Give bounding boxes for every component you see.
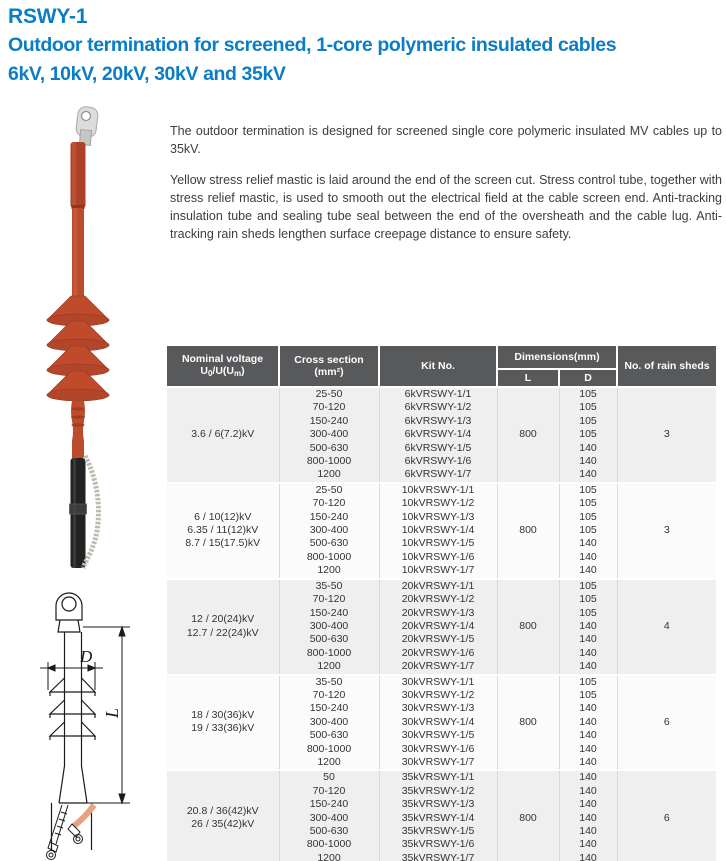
description-paragraph-2: Yellow stress relief mastic is laid around the end of the screen cut. Stress control tube, together with stress relief mastic, is used to smooth out the electrical field at the cable screen end. Anti-tracking insulation tube and sealing tube seal between the end of the oversheath and the cable lug. Anti-tracking rain sheds lengthen surface creepage distance to ensure safety.	[170, 173, 722, 241]
page-subtitle: 6kV, 10kV, 20kV, 30kV and 35kV	[8, 63, 286, 85]
cell-dim-d: 140	[559, 620, 617, 633]
cell-kit-no: 6kVRSWY-1/2	[379, 401, 497, 414]
rain-sheds	[47, 296, 109, 401]
page-title: Outdoor termination for screened, 1-core polymeric insulated cables	[8, 34, 617, 56]
description-paragraph-1: The outdoor termination is designed for screened single core polymeric insulated MV cables up to 35kV.	[170, 124, 722, 156]
drawing-rain-sheds	[50, 678, 95, 740]
cell-nominal-voltage	[167, 579, 279, 675]
cell-kit-no: 10kVRSWY-1/4	[379, 524, 497, 537]
cell-kit-no: 35kVRSWY-1/4	[379, 812, 497, 825]
cell-dim-l: 800	[497, 770, 559, 861]
cell-kit-no: 30kVRSWY-1/3	[379, 702, 497, 715]
cell-kit-no: 30kVRSWY-1/4	[379, 716, 497, 729]
cable-lug	[75, 106, 99, 145]
voltage-line: 18 / 30(36)kV	[191, 709, 255, 722]
cell-dim-l: 800	[497, 675, 559, 771]
dimension-d	[40, 647, 103, 690]
voltage-line: 20.8 / 36(42)kV	[186, 804, 259, 817]
drawing-earth-leads	[47, 805, 95, 860]
voltage-group	[167, 387, 716, 483]
cell-cross-section: 50	[279, 770, 379, 784]
cell-cross-section: 500-630	[279, 825, 379, 838]
cell-kit-no: 20kVRSWY-1/5	[379, 633, 497, 646]
cell-dim-d: 105	[559, 593, 617, 606]
cell-rain-sheds: 6	[617, 770, 716, 861]
cell-cross-section: 70-120	[279, 593, 379, 606]
cell-dim-d: 105	[559, 579, 617, 593]
cell-cross-section: 150-240	[279, 415, 379, 428]
cell-kit-no: 20kVRSWY-1/7	[379, 660, 497, 674]
header-voltage-close: )	[241, 364, 245, 377]
header-cross-section: Cross section (mm²)	[279, 345, 379, 387]
cell-cross-section: 1200	[279, 660, 379, 674]
drawing-lug	[56, 593, 82, 632]
cell-nominal-voltage	[167, 770, 279, 861]
cell-kit-no: 10kVRSWY-1/3	[379, 511, 497, 524]
cell-dim-d: 105	[559, 415, 617, 428]
cell-cross-section: 500-630	[279, 729, 379, 742]
cell-cross-section: 35-50	[279, 579, 379, 593]
voltage-line: 6 / 10(12)kV	[194, 510, 252, 523]
cell-cross-section: 300-400	[279, 524, 379, 537]
header-voltage-line1: Nominal voltage	[181, 352, 264, 365]
cell-dim-d: 140	[559, 660, 617, 674]
cell-cross-section: 150-240	[279, 702, 379, 715]
voltage-line: 19 / 33(36)kV	[191, 722, 255, 735]
cell-kit-no: 35kVRSWY-1/7	[379, 852, 497, 861]
cell-rain-sheds: 3	[617, 483, 716, 579]
cell-dim-l: 800	[497, 387, 559, 483]
cell-kit-no: 6kVRSWY-1/7	[379, 468, 497, 482]
cell-dim-l: 800	[497, 483, 559, 579]
cell-dim-d: 140	[559, 812, 617, 825]
table-row	[167, 675, 716, 689]
spec-table	[167, 344, 716, 861]
cell-dim-d: 105	[559, 689, 617, 702]
cell-rain-sheds: 4	[617, 579, 716, 675]
cell-dim-d: 140	[559, 770, 617, 784]
cell-dim-d: 140	[559, 852, 617, 861]
cell-cross-section: 500-630	[279, 633, 379, 646]
cell-cross-section: 500-630	[279, 537, 379, 550]
voltage-group	[167, 770, 716, 861]
cell-dim-d: 105	[559, 387, 617, 401]
rain-shed	[47, 371, 109, 401]
cell-dim-d: 140	[559, 455, 617, 468]
cell-dim-d: 105	[559, 483, 617, 497]
cell-rain-sheds: 3	[617, 387, 716, 483]
anti-tracking-tube	[71, 142, 86, 298]
cell-dim-d: 105	[559, 497, 617, 510]
cell-kit-no: 35kVRSWY-1/2	[379, 785, 497, 798]
cell-rain-sheds: 6	[617, 675, 716, 771]
cell-dim-d: 140	[559, 798, 617, 811]
cell-dim-d: 140	[559, 564, 617, 578]
cell-kit-no: 20kVRSWY-1/2	[379, 593, 497, 606]
voltage-line: 12 / 20(24)kV	[191, 613, 255, 626]
header-kit-no: Kit No.	[379, 345, 497, 387]
product-model: RSWY-1	[8, 5, 88, 28]
cell-kit-no: 6kVRSWY-1/5	[379, 442, 497, 455]
cell-cross-section: 300-400	[279, 620, 379, 633]
table-row	[167, 770, 716, 784]
cell-cross-section: 800-1000	[279, 455, 379, 468]
header-rain-sheds: No. of rain sheds	[617, 345, 716, 387]
cell-kit-no: 6kVRSWY-1/4	[379, 428, 497, 441]
cell-kit-no: 20kVRSWY-1/1	[379, 579, 497, 593]
cell-cross-section: 70-120	[279, 785, 379, 798]
table-row	[167, 387, 716, 401]
cell-cross-section: 800-1000	[279, 743, 379, 756]
cell-dim-d: 140	[559, 743, 617, 756]
termination-photo	[25, 106, 150, 571]
header-dim-l: L	[497, 369, 559, 387]
voltage-line: 12.7 / 22(24)kV	[186, 626, 259, 639]
cell-dim-d: 140	[559, 702, 617, 715]
cell-cross-section: 1200	[279, 468, 379, 482]
cell-dim-d: 140	[559, 756, 617, 770]
header-voltage-um-sub: m	[234, 368, 242, 378]
voltage-line: 3.6 / 6(7.2)kV	[191, 428, 255, 441]
cell-dim-d: 140	[559, 551, 617, 564]
spec-table-wrap	[167, 344, 716, 861]
voltage-group	[167, 483, 716, 579]
cell-cross-section: 1200	[279, 564, 379, 578]
cell-cross-section: 150-240	[279, 798, 379, 811]
cell-cross-section: 1200	[279, 756, 379, 770]
description	[170, 122, 722, 256]
title-block	[8, 3, 723, 89]
cell-cross-section: 70-120	[279, 689, 379, 702]
voltage-line: 8.7 / 15(17.5)kV	[185, 537, 261, 550]
cell-nominal-voltage	[167, 483, 279, 579]
cell-dim-d: 105	[559, 675, 617, 689]
voltage-group	[167, 579, 716, 675]
cell-nominal-voltage	[167, 675, 279, 771]
cell-dim-d: 140	[559, 785, 617, 798]
cell-kit-no: 10kVRSWY-1/5	[379, 537, 497, 550]
cell-dim-d: 105	[559, 401, 617, 414]
cell-dim-d: 140	[559, 537, 617, 550]
cell-nominal-voltage	[167, 387, 279, 483]
cell-dim-d: 140	[559, 716, 617, 729]
cell-dim-d: 105	[559, 428, 617, 441]
cell-dim-d: 140	[559, 468, 617, 482]
cell-kit-no: 6kVRSWY-1/1	[379, 387, 497, 401]
cell-cross-section: 800-1000	[279, 838, 379, 851]
dimension-l	[70, 627, 130, 803]
header-dim-d: D	[559, 369, 617, 387]
cell-cross-section: 150-240	[279, 607, 379, 620]
cell-dim-d: 105	[559, 607, 617, 620]
cell-kit-no: 30kVRSWY-1/6	[379, 743, 497, 756]
cell-cross-section: 300-400	[279, 716, 379, 729]
cell-kit-no: 10kVRSWY-1/7	[379, 564, 497, 578]
cell-dim-d: 140	[559, 838, 617, 851]
voltage-line: 6.35 / 11(12)kV	[187, 524, 259, 537]
cell-cross-section: 800-1000	[279, 647, 379, 660]
cell-cross-section: 25-50	[279, 387, 379, 401]
cell-cross-section: 35-50	[279, 675, 379, 689]
cell-kit-no: 35kVRSWY-1/3	[379, 798, 497, 811]
table-row	[167, 483, 716, 497]
cell-kit-no: 35kVRSWY-1/1	[379, 770, 497, 784]
cell-kit-no: 20kVRSWY-1/3	[379, 607, 497, 620]
termination-drawing	[10, 588, 160, 861]
dimension-d-label: D	[80, 647, 93, 666]
cell-dim-d: 140	[559, 729, 617, 742]
header-nominal-voltage	[167, 345, 279, 387]
cell-dim-d: 105	[559, 524, 617, 537]
header-voltage-um: /U(U	[212, 364, 234, 377]
cell-cross-section: 500-630	[279, 442, 379, 455]
voltage-group	[167, 675, 716, 771]
cell-kit-no: 35kVRSWY-1/5	[379, 825, 497, 838]
cell-cross-section: 25-50	[279, 483, 379, 497]
header-voltage-u: U	[200, 364, 208, 377]
cable-oversheath	[70, 458, 87, 568]
cell-dim-d: 140	[559, 442, 617, 455]
dimension-l-label: L	[102, 707, 122, 718]
cell-kit-no: 30kVRSWY-1/1	[379, 675, 497, 689]
cell-kit-no: 35kVRSWY-1/6	[379, 838, 497, 851]
header-voltage-u-sub: 0	[207, 368, 213, 378]
cell-cross-section: 70-120	[279, 497, 379, 510]
cell-dim-d: 140	[559, 825, 617, 838]
table-row	[167, 579, 716, 593]
cell-cross-section: 150-240	[279, 511, 379, 524]
spec-table-header	[167, 345, 716, 387]
cell-dim-l: 800	[497, 579, 559, 675]
voltage-line: 26 / 35(42)kV	[191, 818, 255, 831]
cell-kit-no: 6kVRSWY-1/6	[379, 455, 497, 468]
cell-kit-no: 30kVRSWY-1/5	[379, 729, 497, 742]
header-dimensions: Dimensions(mm)	[497, 345, 617, 369]
cell-cross-section: 300-400	[279, 812, 379, 825]
cell-kit-no: 10kVRSWY-1/1	[379, 483, 497, 497]
cell-kit-no: 30kVRSWY-1/2	[379, 689, 497, 702]
cell-cross-section: 1200	[279, 852, 379, 861]
cell-cross-section: 70-120	[279, 401, 379, 414]
cell-cross-section: 800-1000	[279, 551, 379, 564]
cell-dim-d: 105	[559, 511, 617, 524]
cell-kit-no: 30kVRSWY-1/7	[379, 756, 497, 770]
cell-kit-no: 20kVRSWY-1/6	[379, 647, 497, 660]
cell-dim-d: 140	[559, 633, 617, 646]
cell-kit-no: 10kVRSWY-1/6	[379, 551, 497, 564]
cell-kit-no: 6kVRSWY-1/3	[379, 415, 497, 428]
cell-dim-d: 140	[559, 647, 617, 660]
stress-control-neck	[71, 401, 85, 458]
cell-kit-no: 20kVRSWY-1/4	[379, 620, 497, 633]
cell-kit-no: 10kVRSWY-1/2	[379, 497, 497, 510]
cell-cross-section: 300-400	[279, 428, 379, 441]
